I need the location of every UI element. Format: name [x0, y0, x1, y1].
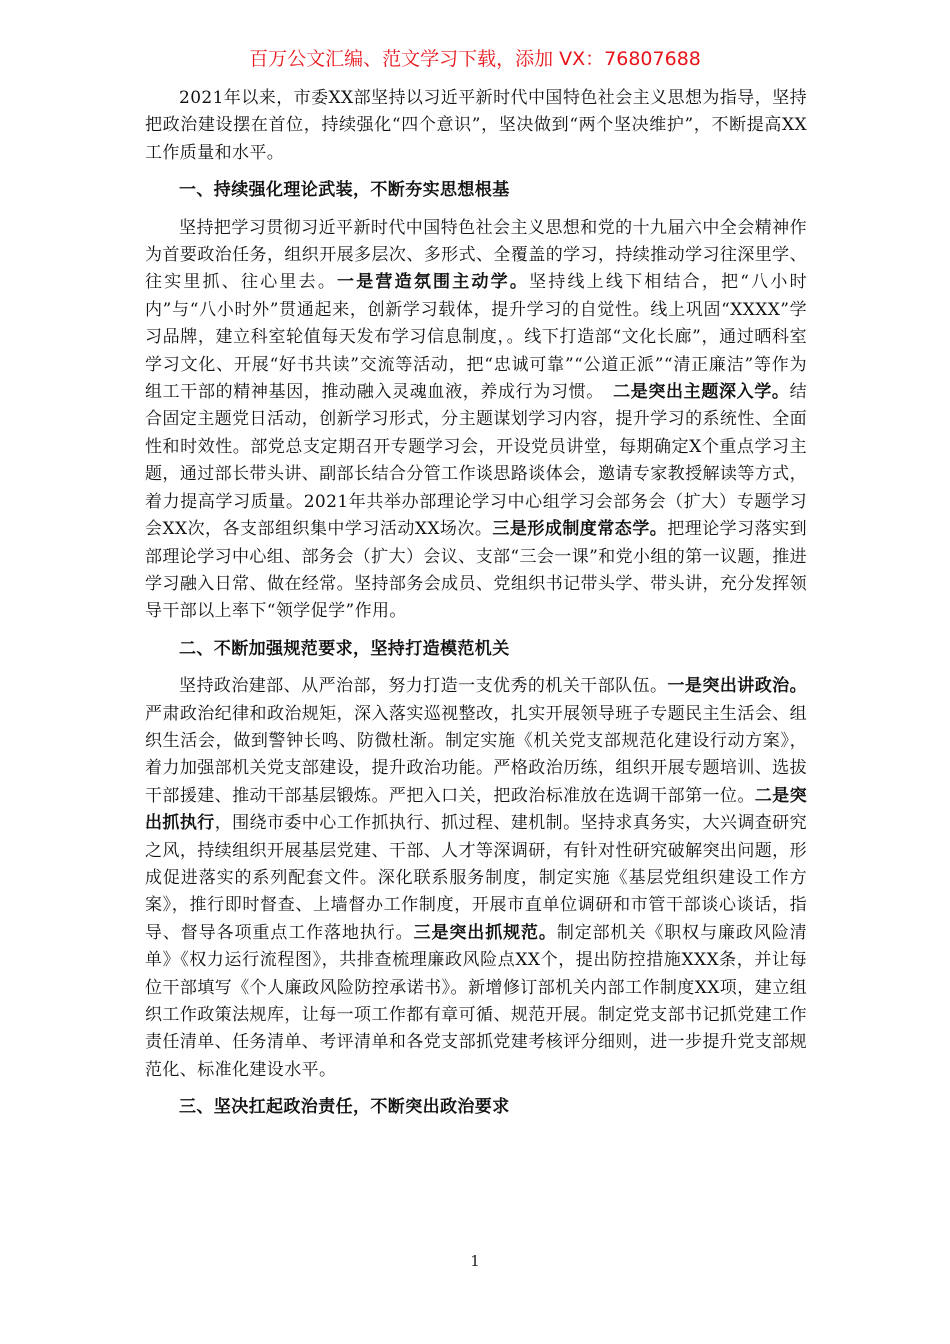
section-2-text-1: 坚持政治建部、从严治部，努力打造一支优秀的机关干部队伍。 — [179, 676, 668, 697]
section-1-point-3: 三是形成制度常态学。 — [492, 519, 668, 540]
section-2-text-3: ，围绕市委中心工作抓执行、抓过程、建机制。坚持求真务实，大兴调查研究之风，持续组织开展基层党建、干部、人才等深调研，有针对性研究破解突出问题，形成促进落实的系列配套文件。深化联系服务制度，制定实施《基层党组织建设工作方案》，推行即时督查、上墙督办工作制度，开展市直单位调研和市管干部谈心谈话，指导、督导各项重点工作落地执行。 — [145, 813, 807, 943]
page-number: 1 — [470, 1252, 480, 1270]
section-1-heading: 一、持续强化理论武装，不断夯实思想根基 — [179, 180, 510, 201]
section-1-text-3: 结合固定主题党日活动，创新学习形式，分主题谋划学习内容，提升学习的系统性、全面性和时效性。部党总支定期召开专题学习会，开设党员讲堂，每期确定X个重点学习主题，通过部长带头讲、副部长结合分管工作谈思路谈体会，邀请专家教授解读等方式，着力提高学习质量。2021年共举办部理论学习中心组学习会部务会（扩大）专题学习会XX次，各支部组织集中学习活动XX场次。 — [145, 382, 807, 540]
section-1-point-2: 二是突出主题深入学。 — [613, 382, 790, 403]
section-2-text-4: 制定部机关《职权与廉政风险清单》《权力运行流程图》，共排查梳理廉政风险点XX个，提出防控措施XXX条，并让每位干部填写《个人廉政风险防控承诺书》。新增修订部机关内部工作制度XX项，建立组织工作政策法规库，让每一项工作都有章可循、规范开展。制定党支部书记抓党建工作责任清单、任务清单、考评清单和各党支部抓党建考核评分细则，进一步提升党支部规范化、标准化建设水平。 — [145, 922, 807, 1080]
section-2-text-2: 严肃政治纪律和政治规矩，深入落实巡视整改，扎实开展领导班子专题民主生活会、组织生活会，做到警钟长鸣、防微杜渐。制定实施《机关党支部规范化建设行动方案》，着力加强部机关党支部建设，提升政治功能。严格政治历练，组织开展专题培训、选拔干部援建、推动干部基层锻炼。严把入口关，把政治标准放在选调干部第一位。 — [145, 703, 807, 806]
section-2-point-3: 三是突出抓规范。 — [413, 922, 557, 943]
section-1-point-1: 一是营造氛围主动学。 — [337, 272, 530, 293]
section-1-paragraph — [145, 215, 807, 626]
intro-paragraph: 2021年以来，市委XX部坚持以习近平新时代中国特色社会主义思想为指导，坚持把政治建设摆在首位，持续强化“四个意识”，坚决做到“两个坚决维护”，不断提高XX工作质量和水平。 — [145, 88, 807, 163]
section-2-point-2: 二是突出抓执行 — [145, 785, 808, 834]
document-body — [145, 85, 807, 1132]
section-1-text-1: 坚持把学习贯彻习近平新时代中国特色社会主义思想和党的十九届六中全会精神作为首要政治任务，组织开展多层次、多形式、全覆盖的学习，持续推动学习往深里学、往实里抓、往心里去。 — [145, 217, 807, 293]
section-3-heading: 三、坚决扛起政治责任，不断突出政治要求 — [179, 1097, 510, 1118]
section-1-text-4: 把理论学习落实到部理论学习中心组、部务会（扩大）会议、支部“三会一课”和党小组的第一议题，推进学习融入日常、做在经常。坚持部务会成员、党组织书记带头学、带头讲，充分发挥领导干部以上率下“领学促学”作用。 — [145, 519, 808, 622]
section-2-paragraph — [145, 673, 807, 1084]
section-2-point-1: 一是突出讲政治。 — [667, 676, 808, 697]
section-1-text-2: 坚持线上线下相结合，把“八小时内”与“八小时外”贯通起来，创新学习载体，提升学习的自觉性。线上巩固“XXXX”学习品牌，建立科室轮值每天发布学习信息制度，。线下打造部“文化长廊”，通过晒科室学习文化、开展“好书共读”交流等活动，把“忠诚可靠”“公道正派”“清正廉洁”等作为组工干部的精神基因，推动融入灵魂血液，养成行为习惯。 — [145, 272, 807, 403]
section-2-heading: 二、不断加强规范要求，坚持打造模范机关 — [179, 638, 510, 659]
header-banner: 百万公文汇编、范文学习下载，添加 VX：76807688 — [249, 48, 701, 70]
